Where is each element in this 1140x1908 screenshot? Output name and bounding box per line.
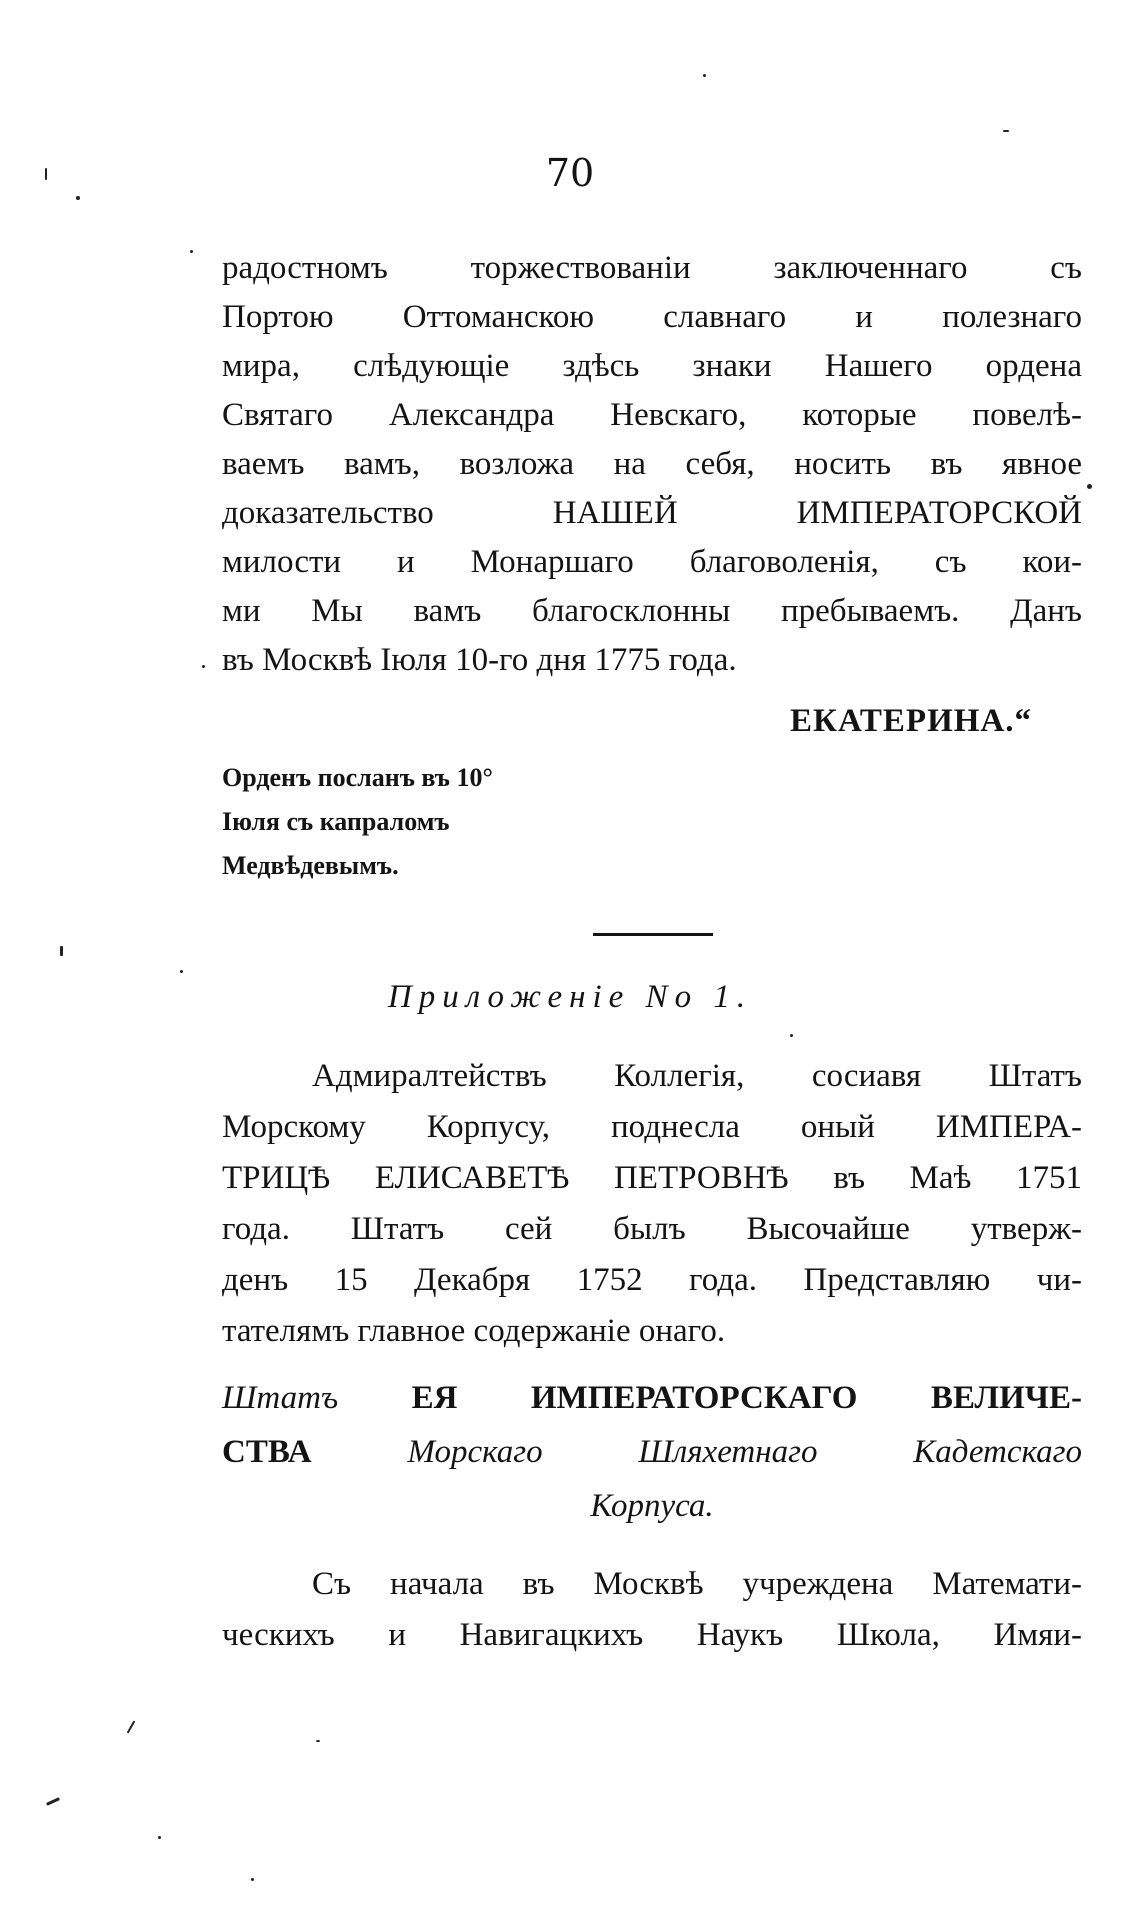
appendix-p2-line-1: Съ начала въ Москвѣ учреждена Математи- — [312, 1566, 1082, 1602]
appendix-p1-line-1: Адмиралтействъ Коллегія, сосиавя Штатъ — [312, 1058, 1082, 1094]
staff-title-word: Штатъ — [222, 1380, 339, 1416]
appendix-p1-line-2: Морскому Корпусу, поднесла оный ИМПЕРА- — [222, 1109, 1082, 1145]
staff-title-corps-name: Морскаго Шляхетнаго Кадетскаго — [407, 1434, 1083, 1470]
decree-line-7: милости и Монаршаго благоволенія, съ кои- — [222, 544, 1082, 580]
scan-speck — [703, 74, 706, 77]
scan-speck — [251, 1878, 254, 1881]
scan-speck — [180, 970, 183, 973]
decree-line-4: Святаго Александра Невскаго, которые повелѣ- — [222, 397, 1082, 433]
appendix-p1-line-5: денъ 15 Декабря 1752 года. Представляю чи- — [222, 1262, 1082, 1298]
scan-speck — [790, 1034, 793, 1037]
scan-speck — [202, 665, 205, 668]
decree-line-9: въ Москвѣ Іюля 10-го дня 1775 года. — [222, 642, 737, 678]
scan-speck — [76, 196, 80, 200]
staff-title-line-2 — [222, 1428, 1082, 1476]
appendix-p1-line-4: года. Штатъ сей былъ Высочайше утверж- — [222, 1211, 1082, 1247]
scan-speck — [158, 1836, 161, 1839]
signature: ЕКАТЕРИНА.“ — [790, 703, 1032, 739]
note-line-3: Медвѣдевымъ. — [222, 851, 399, 880]
scan-speck — [1003, 130, 1009, 132]
scan-speck — [46, 1797, 60, 1806]
scan-speck — [45, 168, 47, 180]
decree-line-2: Портою Оттоманскою славнаго и полезнаго — [222, 299, 1082, 335]
decree-line-8: ми Мы вамъ благосклонны пребываемъ. Данъ — [222, 593, 1082, 629]
section-divider — [593, 933, 713, 936]
appendix-p1-line-6: тателямъ главное содержаніе онаго. — [222, 1313, 726, 1349]
decree-line-5: ваемъ вамъ, возложа на себя, носить въ явное — [222, 446, 1082, 482]
scan-speck — [60, 946, 63, 956]
staff-title-stva: СТВА — [222, 1434, 312, 1470]
scan-speck — [1087, 484, 1092, 489]
scan-speck — [316, 1740, 320, 1742]
decree-line-3: мира, слѣдующіе здѣсь знаки Нашего ордена — [222, 348, 1082, 384]
decree-line-6: доказательство НАШЕЙ ИМПЕРАТОРСКОЙ — [222, 495, 1082, 531]
decree-line-1: радостномъ торжествованіи заключеннаго съ — [222, 250, 1082, 286]
scan-speck — [127, 1720, 136, 1733]
staff-title-line-1 — [222, 1374, 1082, 1422]
appendix-heading: Приложеніе No 1. — [387, 979, 753, 1015]
page-number: 70 — [545, 151, 595, 195]
staff-title-line-3: Корпуса. — [590, 1488, 714, 1524]
scan-speck — [190, 250, 193, 253]
appendix-p1-line-3: ТРИЦѢ ЕЛИСАВЕТѢ ПЕТРОВНѢ въ Маѣ 1751 — [222, 1160, 1082, 1196]
appendix-p2-line-2: ческихъ и Навигацкихъ Наукъ Школа, Имяи- — [222, 1617, 1082, 1653]
staff-title-majesty: ЕЯ ИМПЕРАТОРСКАГО ВЕЛИЧЕ- — [411, 1380, 1082, 1416]
note-line-2: Іюля съ капраломъ — [222, 807, 450, 836]
note-line-1: Орденъ посланъ въ 10° — [222, 763, 493, 792]
